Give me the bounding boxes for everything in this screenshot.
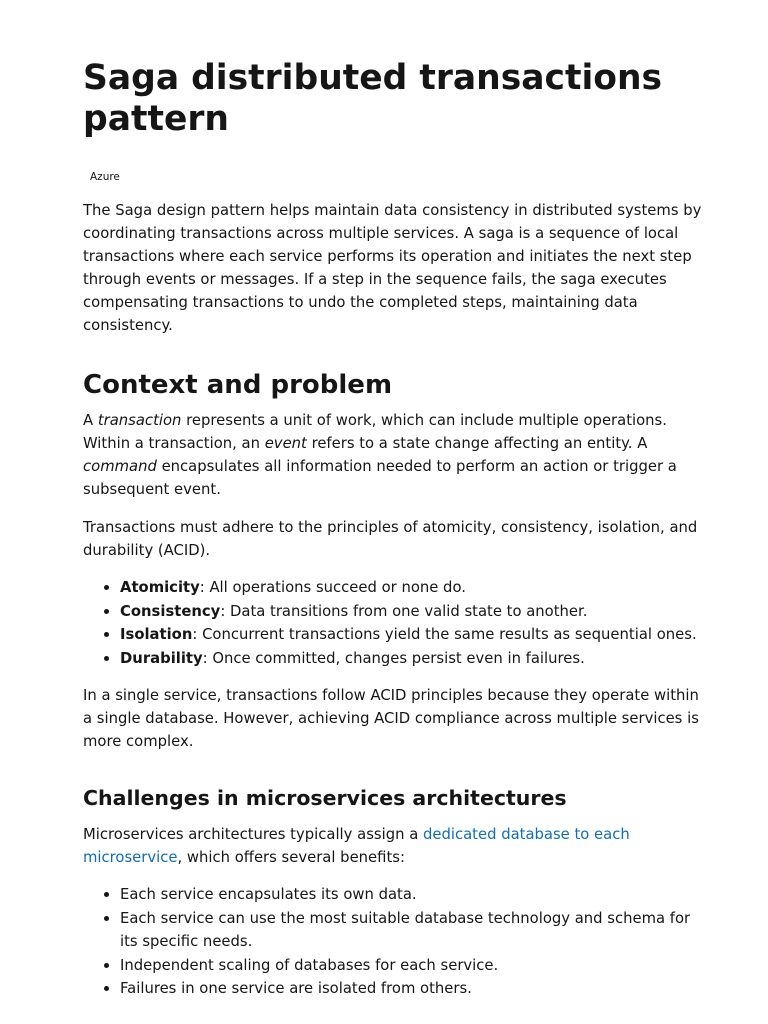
list-item-desc: : Once committed, changes persist even in failures. xyxy=(202,649,585,667)
acid-list xyxy=(83,576,708,670)
list-item xyxy=(120,623,708,647)
tag-row xyxy=(83,165,708,183)
intro-paragraph: The Saga design pattern helps maintain data consistency in distributed systems by coordinating transactions across multiple services. A saga is a sequence of local transactions where each service performs its operation and initiates the next step through events or messages. If a step in the sequence fails, the saga executes compensating transactions to undo the completed steps, maintaining data consistency. xyxy=(83,202,702,334)
page-title: Saga distributed transactions pattern xyxy=(83,58,663,139)
section-heading-challenges: Challenges in microservices architectures xyxy=(83,786,567,810)
list-item-term: Atomicity xyxy=(120,579,200,596)
list-item xyxy=(120,576,708,600)
list-item-desc: : Concurrent transactions yield the same results as sequential ones. xyxy=(192,626,697,643)
benefits-list xyxy=(83,883,708,1001)
text-run: encapsulates all information needed to perform an action or trigger a subsequent event. xyxy=(83,458,677,498)
list-item-term: Durability xyxy=(120,649,203,667)
term-event: event xyxy=(264,435,307,452)
list-item-term: Consistency xyxy=(120,602,221,620)
dedicated-database-link[interactable]: dedicated database to each microservice xyxy=(83,826,630,866)
text-run: Microservices architectures typically assign a xyxy=(83,826,423,843)
term-command: command xyxy=(83,458,157,475)
list-item xyxy=(120,647,708,671)
list-item-desc: : All operations succeed or none do. xyxy=(199,579,466,596)
list-item: Failures in one service are isolated from others. xyxy=(120,977,708,1001)
product-tag[interactable]: Azure xyxy=(90,171,120,183)
list-item-desc: : Data transitions from one valid state to another. xyxy=(220,602,588,620)
list-item-term: Isolation xyxy=(120,626,193,643)
text-run: represents a unit of work, which can include multiple operations. Within a transaction, an xyxy=(83,412,667,452)
list-item xyxy=(120,600,708,624)
context-paragraph-2: Transactions must adhere to the principles of atomicity, consistency, isolation, and durability (ACID). xyxy=(83,519,698,559)
context-paragraph-1 xyxy=(83,409,708,501)
challenges-paragraph-1 xyxy=(83,823,708,869)
list-item: Each service encapsulates its own data. xyxy=(120,883,708,907)
term-transaction: transaction xyxy=(97,412,182,429)
section-heading-context: Context and problem xyxy=(83,370,393,400)
text-run: refers to a state change affecting an entity. A xyxy=(306,435,648,452)
context-paragraph-3: In a single service, transactions follow ACID principles because they operate within a single database. However, achieving ACID compliance across multiple services is more complex. xyxy=(83,687,699,750)
text-run: , which offers several benefits: xyxy=(177,849,405,866)
list-item: Independent scaling of databases for each service. xyxy=(120,954,708,978)
list-item: Each service can use the most suitable database technology and schema for its specific needs. xyxy=(120,907,708,954)
text-run: A xyxy=(83,412,98,429)
